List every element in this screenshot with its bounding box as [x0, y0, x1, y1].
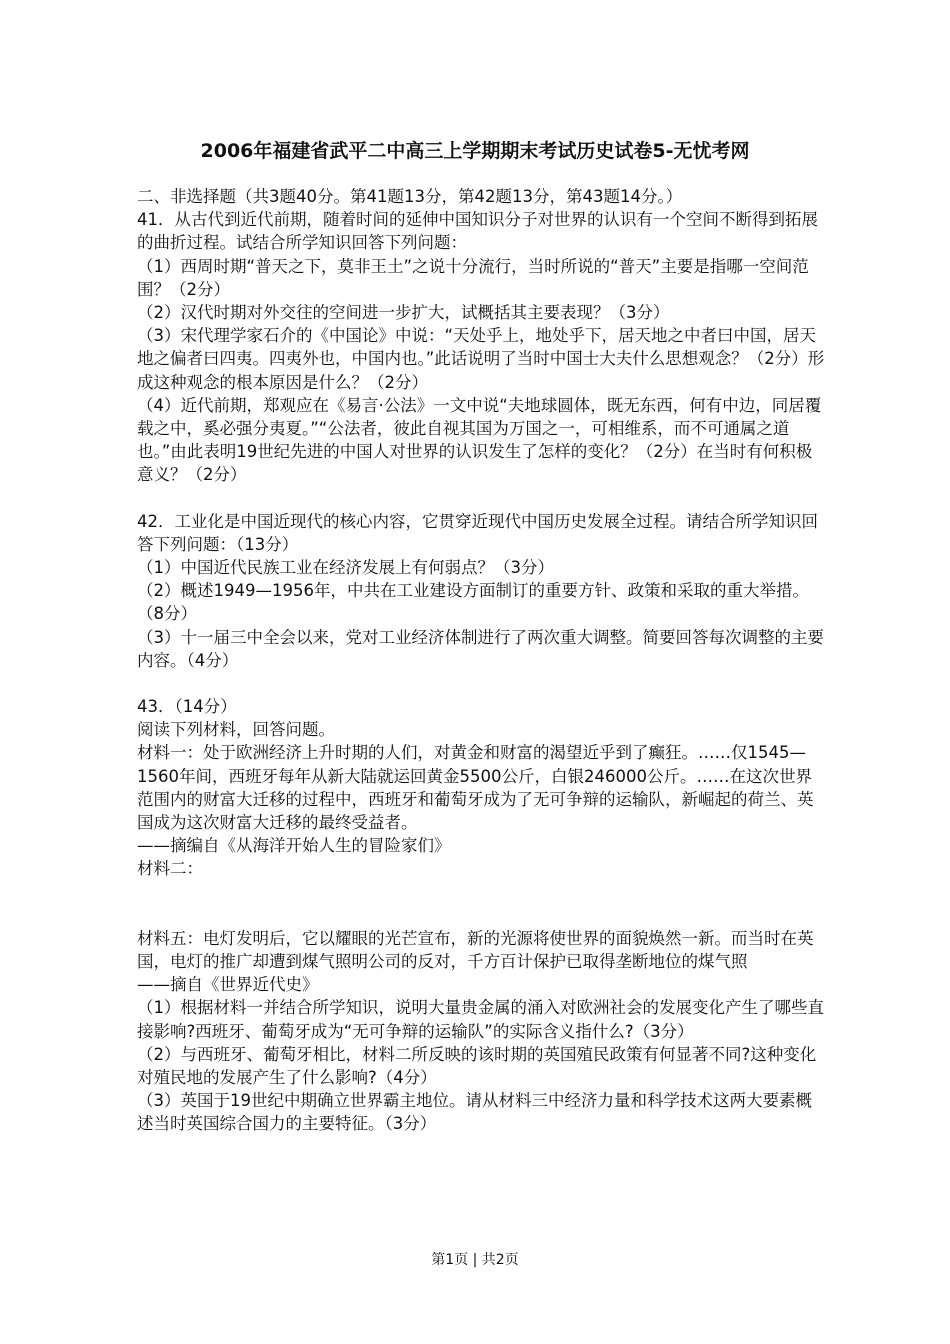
- q43-material-1: 材料一：处于欧洲经济上升时期的人们，对黄金和财富的渴望近乎到了癫狂。……仅1545—1560年间，西班牙每年从新大陆就运回黄金5500公斤，白银246000公斤。……在这次世界范围内的财富大迁移的过程中，西班牙和葡萄牙成为了无可争辩的运输队，新崛起的荷兰、英国成为这次财富大迁移的最终受益者。: [137, 743, 814, 833]
- q43-part-3: （3）英国于19世纪中期确立世界霸主地位。请从材料三中经济力量和科学技术这两大要素概述当时英国综合国力的主要特征。（3分）: [137, 1091, 812, 1134]
- spacer: [137, 487, 827, 510]
- spacer: [137, 881, 827, 927]
- q41-part-1: （1）西周时期“普天之下，莫非王土”之说十分流行，当时所说的“普天”主要是指哪一空间范围？（2分）: [137, 256, 809, 299]
- q43-instruction: 阅读下列材料，回答问题。: [137, 720, 335, 740]
- q43-material-1-source: ——摘编自《从海洋开始人生的冒险家们》: [137, 836, 451, 856]
- spacer: [137, 672, 827, 695]
- q43-part-2: （2）与西班牙、葡萄牙相比，材料二所反映的该时期的英国殖民政策有何显著不同?这种变化对殖民地的发展产生了什么影响?（4分）: [137, 1044, 817, 1087]
- document-title: 2006年福建省武平二中高三上学期期末考试历史试卷5-无忧考网: [200, 140, 750, 162]
- q41-part-3: （3）宋代理学家石介的《中国论》中说：“天处乎上，地处乎下，居天地之中者曰中国，居天地之偏者曰四夷。四夷外也，中国内也。”此话说明了当时中国士大夫什么思想观念？（2分）形成这种观念的根本原因是什么？（2分）: [137, 326, 825, 392]
- q42-part-3: （3）十一届三中全会以来，党对工业经济体制进行了两次重大调整。简要回答每次调整的主要内容。（4分）: [137, 627, 824, 670]
- q42-part-1: （1）中国近代民族工业在经济发展上有何弱点？（3分）: [137, 558, 554, 578]
- q43-stem: 43．（14分）: [137, 697, 237, 717]
- q42-part-2: （2）概述1949—1956年，中共在工业建设方面制订的重要方针、政策和采取的重大举措。（8分）: [137, 581, 809, 624]
- q41-part-4: （4）近代前期，郑观应在《易言·公法》一文中说“夫地球圆体，既无东西，何有中边，同居覆载之中，奚必强分夷夏。”“公法者，彼此自视其国为万国之一，可相维系，而不可通属之道也。”由此表明19世纪先进的中国人对世界的认识发生了怎样的变化？（2分）在当时有何积极意义？（2分）: [137, 395, 822, 485]
- q41-stem: 41．从古代到近代前期，随着时间的延伸中国知识分子对世界的认识有一个空间不断得到拓展的曲折过程。试结合所学知识回答下列问题：: [137, 210, 818, 253]
- q43-part-1: （1）根据材料一并结合所学知识，说明大量贵金属的涌入对欧洲社会的发展变化产生了哪些直接影响?西班牙、葡萄牙成为“无可争辩的运输队”的实际含义指什么?（3分）: [137, 998, 824, 1041]
- document-body: [137, 185, 827, 1136]
- q43-material-5-source: ——摘自《世界近代史》: [137, 975, 319, 995]
- q41-part-2: （2）汉代时期对外交往的空间进一步扩大，试概括其主要表现？（3分）: [137, 303, 670, 323]
- q42-stem: 42．工业化是中国近现代的核心内容，它贯穿近现代中国历史发展全过程。请结合所学知识回答下列问题：（13分）: [137, 511, 818, 554]
- page-footer: 第1页 | 共2页: [431, 1252, 519, 1268]
- section-heading: 二、非选择题（共3题40分。第41题13分，第42题13分，第43题14分。）: [137, 187, 683, 206]
- q43-material-5: 材料五：电灯发明后，它以耀眼的光芒宣布，新的光源将使世界的面貌焕然一新。而当时在英国，电灯的推广却遭到煤气照明公司的反对，千方百计保护已取得垄断地位的煤气照: [137, 928, 814, 971]
- q43-material-2: 材料二：: [137, 859, 203, 879]
